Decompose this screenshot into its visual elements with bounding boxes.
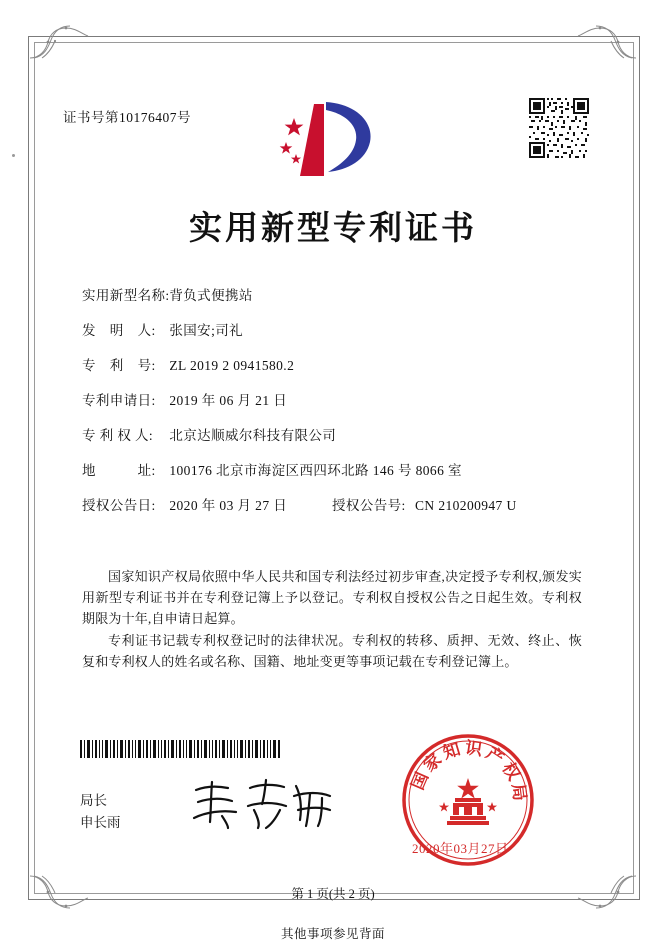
svg-text:国家知识产权局: 国家知识产权局 [408,738,530,805]
director-title: 局长 [80,793,107,808]
page-indicator: 第 1 页(共 2 页) [291,887,375,901]
field-row-patentee [82,426,582,461]
qr-code-icon [527,96,591,160]
field-value-application-date: 2019 年 06 月 21 日 [169,393,288,408]
field-value-patent-number: ZL 2019 2 0941580.2 [169,358,295,373]
field-row-name [82,286,582,321]
corner-ornament-icon [576,20,638,60]
footnote: 其他事项参见背面 [280,927,385,941]
field-row-address [82,461,582,496]
seal-date: 2020年03月27日 [412,841,509,856]
barcode-icon [80,740,280,758]
field-row-application-date [82,391,582,426]
handwritten-signature-icon [188,776,338,832]
field-value-address: 100176 北京市海淀区西四环北路 146 号 8066 室 [169,463,462,478]
page-title: 实用新型专利证书 [189,211,477,247]
signature-block [80,790,121,834]
legal-paragraph-1: 国家知识产权局依照中华人民共和国专利法经过初步审查,决定授予专利权,颁发实用新型专利证书并在专利登记簿上予以登记。专利权自授权公告之日起生效。专利权期限为十年,自申请日起算。 [82,569,582,626]
cnipa-logo-icon [270,96,378,184]
field-value-name: 背负式便携站 [169,288,253,303]
corner-ornament-icon [28,20,90,60]
field-value-grant-date: 2020 年 03 月 27 日 [169,498,288,513]
registration-dot [12,154,15,157]
field-row-patent-number [82,356,582,391]
field-label-patent-number: 专 利 号: [82,358,156,373]
field-row-grant [82,496,582,531]
field-label-address: 地 址: [82,463,156,478]
field-value-patentee: 北京达顺威尔科技有限公司 [169,428,337,443]
field-label-grant-number: 授权公告号: [332,498,406,513]
field-group-grant-number [332,496,517,515]
field-label-patentee: 专 利 权 人: [82,428,154,443]
certificate-fields [82,286,582,531]
certificate-number: 证书号第10176407号 [63,110,191,125]
field-value-grant-number: CN 210200947 U [415,498,517,513]
field-label-name: 实用新型名称: [82,288,170,303]
field-value-inventor: 张国安;司礼 [169,323,244,338]
field-row-inventor [82,321,582,356]
field-label-application-date: 专利申请日: [82,393,156,408]
field-label-inventor: 发 明 人: [82,323,156,338]
field-label-grant-date: 授权公告日: [82,498,156,513]
director-name: 申长雨 [80,815,121,830]
legal-paragraph-2: 专利证书记载专利权登记时的法律状况。专利权的转移、质押、无效、终止、恢复和专利权人的姓名或名称、国籍、地址变更等事项记载在专利登记簿上。 [82,633,582,669]
